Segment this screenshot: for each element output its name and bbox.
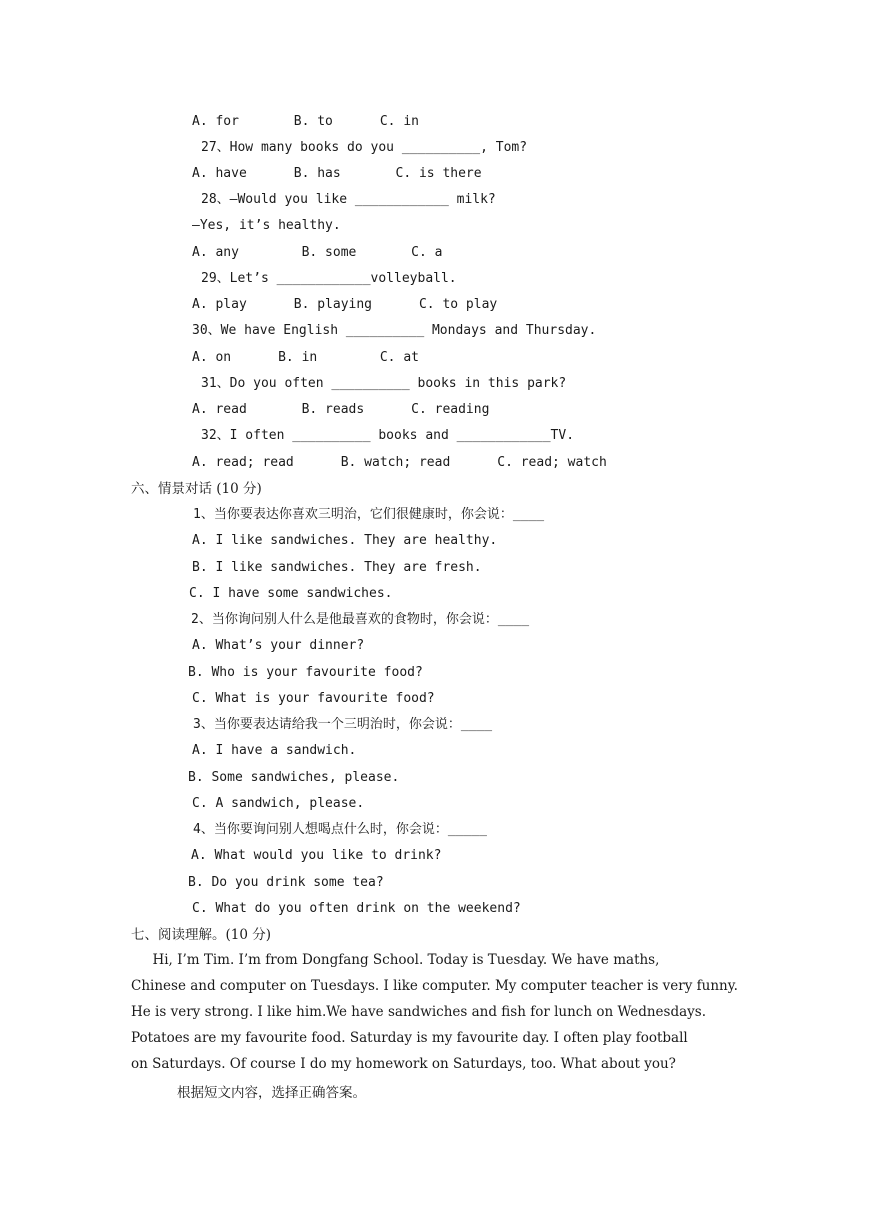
passage-line-4: Potatoes are my favourite food. Saturday is my favourite day. I often play football	[131, 1030, 688, 1046]
question-28: 28、—Would you like ____________ milk?	[201, 192, 496, 207]
option-line-q27: A. have B. has C. is there	[192, 166, 482, 181]
dialogue-question-3: 3、当你要表达请给我一个三明治时，你会说：____	[193, 717, 493, 732]
dialogue-2-option-a: A. What’s your dinner?	[192, 638, 365, 653]
dialogue-question-4: 4、当你要询问别人想喝点什么时，你会说：_____	[193, 822, 487, 837]
dialogue-question-1: 1、当你要表达你喜欢三明治，它们很健康时，你会说：____	[193, 507, 545, 522]
option-line-q31: A. read B. reads C. reading	[192, 402, 490, 417]
reading-passage	[131, 947, 737, 1077]
question-28-response: —Yes, it’s healthy.	[192, 218, 341, 233]
dialogue-4-option-a: A. What would you like to drink?	[191, 848, 442, 863]
question-29: 29、Let’s ____________volleyball.	[201, 271, 457, 286]
option-line-q32: A. read; read B. watch; read C. read; watch	[192, 455, 607, 470]
question-32: 32、I often __________ books and ____________TV.	[201, 428, 575, 443]
reading-instruction: 根据短文内容，选择正确答案。	[177, 1085, 366, 1101]
dialogue-1-option-a: A. I like sandwiches. They are healthy.	[192, 533, 498, 548]
passage-line-2: Chinese and computer on Tuesdays. I like computer. My computer teacher is very funny.	[131, 978, 738, 994]
dialogue-4-option-b: B. Do you drink some tea?	[188, 875, 384, 890]
question-31: 31、Do you often __________ books in this park?	[201, 376, 567, 391]
section-seven-heading: 七、阅读理解。(10 分)	[131, 927, 272, 943]
dialogue-4-option-c: C. What do you often drink on the weekend?	[192, 901, 521, 916]
option-line-q29: A. play B. playing C. to play	[192, 297, 498, 312]
question-30: 30、We have English __________ Mondays and Thursday.	[192, 323, 597, 338]
dialogue-2-option-b: B. Who is your favourite food?	[188, 665, 423, 680]
option-line-q30: A. on B. in C. at	[192, 350, 419, 365]
dialogue-question-2: 2、当你询问别人什么是他最喜欢的食物时，你会说：____	[191, 612, 530, 627]
dialogue-2-option-c: C. What is your favourite food?	[192, 691, 435, 706]
dialogue-3-option-b: B. Some sandwiches, please.	[188, 770, 400, 785]
option-line-q26: A. for B. to C. in	[192, 114, 419, 129]
question-27: 27、How many books do you __________, Tom?	[201, 140, 528, 155]
dialogue-3-option-a: A. I have a sandwich.	[192, 743, 357, 758]
passage-line-3: He is very strong. I like him.We have sandwiches and fish for lunch on Wednesdays.	[131, 1004, 706, 1020]
dialogue-1-option-b: B. I like sandwiches. They are fresh.	[192, 560, 482, 575]
option-line-q28: A. any B. some C. a	[192, 245, 443, 260]
passage-line-1: Hi, I’m Tim. I’m from Dongfang School. Today is Tuesday. We have maths,	[131, 952, 660, 968]
dialogue-1-option-c: C. I have some sandwiches.	[189, 586, 393, 601]
section-six-heading: 六、情景对话 (10 分)	[131, 481, 262, 497]
passage-line-5: on Saturdays. Of course I do my homework on Saturdays, too. What about you?	[131, 1056, 676, 1072]
dialogue-3-option-c: C. A sandwich, please.	[192, 796, 365, 811]
